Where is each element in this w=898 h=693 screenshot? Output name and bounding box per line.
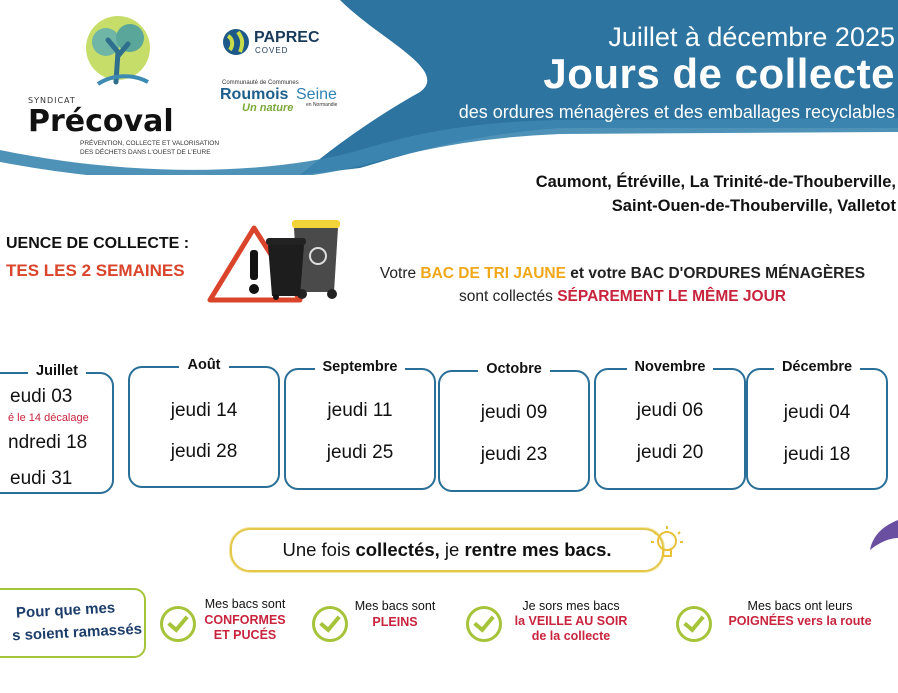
lightbulb-icon — [648, 524, 686, 564]
month-day: jeudi 28 — [170, 441, 238, 462]
reminder-banner — [230, 528, 664, 572]
notice-part-1: Votre — [379, 265, 421, 282]
brand-tagline-2: DES DÉCHETS DANS L'OUEST DE L'EURE — [80, 149, 211, 156]
month-day: jeudi 14 — [170, 400, 238, 421]
tips-intro-line-1: Pour que mes — [15, 599, 116, 622]
month-day: ndredi 18 — [8, 432, 88, 453]
month-day: jeudi 09 — [480, 402, 548, 423]
paprec-globe-icon — [222, 28, 250, 56]
tree-icon — [78, 12, 158, 92]
month-title: Septembre — [315, 359, 406, 375]
month-card-septembre — [284, 359, 436, 490]
month-title: Décembre — [774, 359, 860, 375]
tip-title: Mes bacs ont leurs — [747, 599, 853, 613]
month-day: jeudi 25 — [326, 442, 394, 463]
month-day: eudi 03 — [10, 386, 73, 407]
tip-highlight: la VEILLE AU SOIR — [514, 614, 628, 628]
tip-highlight: POIGNÉES vers la route — [728, 614, 872, 628]
tip-highlight: CONFORMES — [204, 613, 286, 627]
notice-part-3: sont collectés — [458, 288, 558, 305]
towns-line-2: Saint-Ouen-de-Thouberville, Valletot — [611, 197, 896, 215]
page-title: Jours de collecte — [543, 50, 895, 97]
month-card-aout — [128, 357, 280, 488]
reminder-part-1: Une fois — [282, 539, 356, 560]
notice-line-2 — [350, 288, 895, 306]
month-note: é le 14 décalage — [8, 412, 89, 424]
notice-line-1 — [350, 265, 895, 283]
month-day: eudi 31 — [10, 468, 73, 489]
frequency-label: UENCE DE COLLECTE : — [6, 235, 190, 252]
roumois-tag: Un nature — [242, 102, 294, 114]
month-title: Juillet — [28, 363, 86, 379]
month-day: jeudi 04 — [783, 402, 851, 423]
roumois-name: Roumois — [220, 86, 289, 103]
precoval-logo — [20, 12, 220, 162]
tip-title: Mes bacs sont — [354, 599, 436, 613]
roumois-normandie: en Normandie — [306, 102, 338, 108]
tip-highlight: PLEINS — [372, 615, 418, 629]
month-card-novembre — [594, 359, 746, 490]
tip-title: Mes bacs sont — [204, 597, 286, 611]
paprec-sub: COVED — [255, 46, 289, 55]
paprec-logo — [222, 28, 332, 60]
month-day: jeudi 23 — [480, 444, 548, 465]
notice-part-2: et votre BAC D'ORDURES MÉNAGÈRES — [565, 265, 866, 282]
reminder-bold-1: collectés, — [355, 539, 440, 560]
frequency-value: TES LES 2 SEMAINES — [6, 261, 185, 280]
tips-intro-box — [0, 588, 146, 658]
month-card-octobre — [438, 361, 590, 492]
tip-title: Je sors mes bacs — [522, 599, 620, 613]
period-title: Juillet à décembre 2025 — [608, 22, 895, 52]
towns-line-1: Caumont, Étréville, La Trinité-de-Thouberville, — [535, 173, 896, 191]
month-title: Octobre — [478, 361, 550, 377]
tip-highlight: ET PUCÉS — [213, 628, 277, 642]
tip-highlight: de la collecte — [531, 629, 611, 643]
roumois-seine: Seine — [296, 86, 337, 103]
brand-tagline-1: PRÉVENTION, COLLECTE ET VALORISATION — [80, 140, 220, 147]
month-card-decembre — [746, 359, 888, 490]
check-icon — [676, 606, 712, 642]
reminder-part-2: je — [439, 539, 465, 560]
month-day: jeudi 20 — [636, 442, 704, 463]
notice-yellow-bin: BAC DE TRI JAUNE — [420, 265, 566, 282]
tips-intro-line-2: s soient ramassés — [11, 620, 143, 645]
month-card-juillet — [0, 363, 114, 494]
page-subtitle: des ordures ménagères et des emballages recyclables — [458, 102, 895, 122]
brand-name: Précoval — [28, 104, 174, 139]
syndicat-label: SYNDICAT — [28, 96, 76, 105]
month-day: jeudi 11 — [327, 400, 393, 421]
reminder-bold-2: rentre mes bacs. — [464, 539, 612, 560]
decorative-swoosh-icon — [868, 520, 898, 554]
roumois-seine-logo — [220, 80, 350, 125]
month-title: Août — [179, 357, 228, 373]
roumois-small: Communauté de Communes — [222, 80, 299, 86]
trash-bins-icon — [266, 216, 348, 300]
month-title: Novembre — [627, 359, 714, 375]
month-day: jeudi 18 — [783, 444, 851, 465]
month-day: jeudi 06 — [636, 400, 704, 421]
paprec-name: PAPREC — [254, 29, 320, 46]
reminder-text — [232, 539, 662, 561]
notice-separately: SÉPAREMENT LE MÊME JOUR — [557, 288, 786, 305]
